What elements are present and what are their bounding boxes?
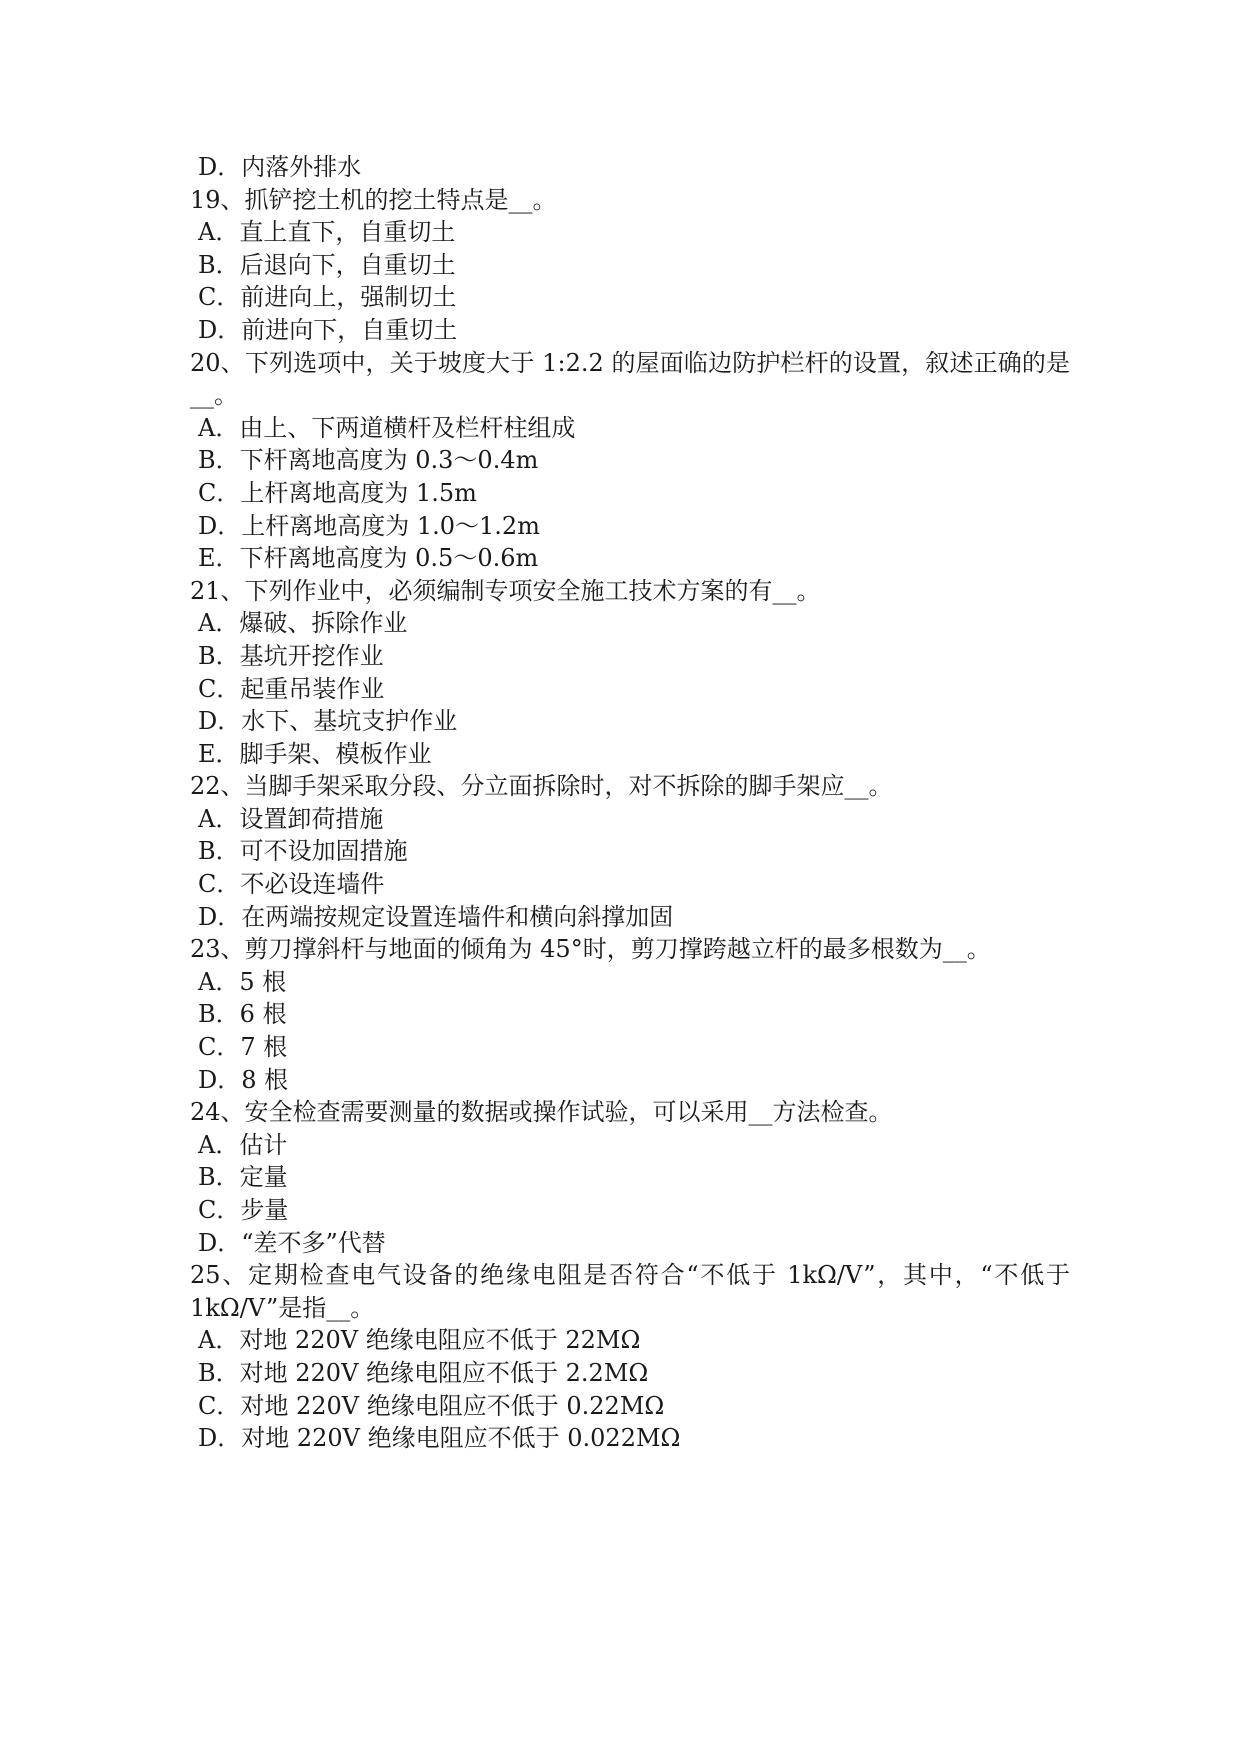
document-page: [190, 151, 1070, 1455]
option-d-q24: D．“差不多”代替: [198, 1228, 386, 1257]
question-23: 23、剪刀撑斜杆与地面的倾角为 45°时，剪刀撑跨越立杆的最多根数为__。: [190, 935, 991, 964]
question-24: 24、安全检查需要测量的数据或操作试验，可以采用__方法检查。: [190, 1098, 893, 1127]
option-b-q20: B．下杆离地高度为 0.3～0.4m: [198, 446, 539, 475]
question-19: 19、抓铲挖土机的挖土特点是__。: [190, 185, 557, 214]
option-d-q20: D．上杆离地高度为 1.0～1.2m: [198, 511, 540, 540]
option-a-q24: A．估计: [198, 1130, 288, 1159]
option-d-q21: D．水下、基坑支护作业: [198, 707, 458, 736]
option-b-q23: B．6 根: [198, 1000, 287, 1029]
option-b-q19: B．后退向下，自重切土: [198, 250, 456, 279]
option-c-q22: C．不必设连墙件: [198, 870, 385, 899]
option-c-q20: C．上杆离地高度为 1.5m: [198, 478, 477, 507]
option-d-q23: D．8 根: [198, 1065, 289, 1094]
option-b-q24: B．定量: [198, 1163, 288, 1192]
option-c-q25: C．对地 220V 绝缘电阻应不低于 0.22MΩ: [198, 1391, 665, 1420]
question-25: 25、定期检查电气设备的绝缘电阻是否符合“不低于 1kΩ/V”，其中，“不低于 1kΩ/V”是指__。: [190, 1261, 1070, 1322]
option-e-q20: E．下杆离地高度为 0.5～0.6m: [198, 544, 539, 573]
option-d-q19: D．前进向下，自重切土: [198, 315, 458, 344]
option-a-q22: A．设置卸荷措施: [198, 804, 384, 833]
option-b-q22: B．可不设加固措施: [198, 837, 408, 866]
question-22: 22、当脚手架采取分段、分立面拆除时，对不拆除的脚手架应__。: [190, 772, 893, 801]
option-e-q21: E．脚手架、模板作业: [198, 739, 432, 768]
option-d-q22: D．在两端按规定设置连墙件和横向斜撑加固: [198, 902, 674, 931]
option-c-q23: C．7 根: [198, 1033, 288, 1062]
option-c-q24: C．步量: [198, 1196, 289, 1224]
option-a-q25: A．对地 220V 绝缘电阻应不低于 22MΩ: [198, 1326, 641, 1355]
option-d-q25: D．对地 220V 绝缘电阻应不低于 0.022MΩ: [198, 1424, 681, 1453]
option-d-q18: D．内落外排水: [198, 153, 362, 181]
option-b-q21: B．基坑开挖作业: [198, 641, 384, 670]
option-b-q25: B．对地 220V 绝缘电阻应不低于 2.2MΩ: [198, 1358, 649, 1387]
option-c-q19: C．前进向上，强制切土: [198, 283, 457, 312]
option-a-q19: A．直上直下，自重切土: [198, 218, 456, 247]
option-a-q21: A．爆破、拆除作业: [198, 609, 408, 638]
question-20: 20、下列选项中，关于坡度大于 1:2.2 的屋面临边防护栏杆的设置，叙述正确的是__。: [190, 348, 1070, 410]
question-21: 21、下列作业中，必须编制专项安全施工技术方案的有__。: [190, 576, 821, 605]
option-c-q21: C．起重吊装作业: [198, 674, 385, 703]
option-a-q20: A．由上、下两道横杆及栏杆柱组成: [198, 413, 576, 442]
option-a-q23: A．5 根: [198, 967, 287, 996]
